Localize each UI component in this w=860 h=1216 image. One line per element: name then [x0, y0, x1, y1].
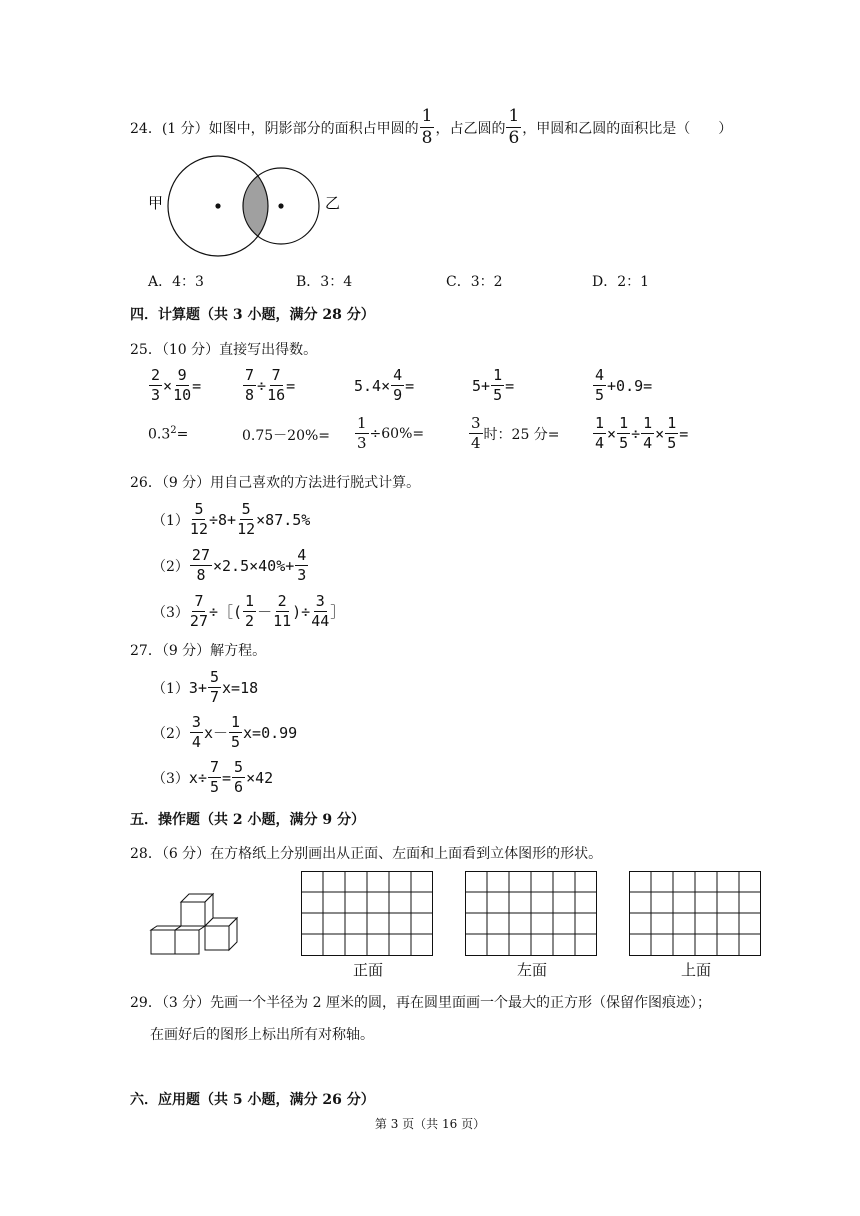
q24-option-d: D．2：1: [592, 274, 650, 290]
q27-part-1: （1） 3+ $\frac{5}{7}$ x=18: [152, 668, 259, 706]
grid-label-left: 左面: [517, 961, 548, 979]
q24-fraction-2: $\frac{1}{6}$: [508, 106, 520, 148]
section-4-heading: 四．计算题（共 3 小题，满分 28 分）: [130, 307, 375, 323]
q29-line-1: 29．（3 分）先画一个半径为 2 厘米的圆，再在圆里面画一个最大的正方形（保留作图痕迹）；: [130, 995, 711, 1011]
q29-line-2: 在画好后的图形上标出所有对称轴。: [150, 1027, 374, 1043]
q28-cube-figure: [145, 888, 245, 960]
grid-top[interactable]: [629, 871, 761, 957]
q25-r2-a: $0.3^2=$: [148, 425, 189, 443]
label-yi: 乙: [325, 194, 341, 212]
q24-suffix: ，甲圆和乙圆的面积比是（ ）: [522, 120, 733, 137]
q24-fraction-1: $\frac{1}{8}$: [421, 106, 433, 148]
q25-r2-b: 0.75－20%=: [242, 428, 331, 444]
q26-title: 26．（9 分）用自己喜欢的方法进行脱式计算。: [130, 475, 421, 491]
q24-mid: ，占乙圆的: [435, 120, 506, 137]
q25-r2-c: $\frac{1}{3}$ ÷60%=: [357, 414, 425, 452]
q24-option-b: B．3：4: [296, 274, 353, 290]
q26-part-3: （3） $\frac{7}{27}$ ÷［( $\frac{1}{2}$ － $\frac{2}{11}$ )÷ $\frac{3}{44}$ ］: [152, 592, 346, 630]
label-jia: 甲: [148, 194, 164, 212]
q24-option-a: A．4：3: [148, 274, 204, 290]
q25-r1-a: $\frac{2}{3}$ × $\frac{9}{10}$ =: [151, 366, 202, 404]
q24-question: [130, 108, 732, 147]
q27-title: 27．（9 分）解方程。: [130, 643, 267, 659]
grid-label-front: 正面: [353, 961, 384, 979]
grid-label-top: 上面: [681, 961, 712, 979]
section-6-heading: 六．应用题（共 5 小题，满分 26 分）: [130, 1092, 375, 1108]
section-5-heading: 五．操作题（共 2 小题，满分 9 分）: [130, 812, 365, 828]
grid-left[interactable]: [465, 871, 597, 957]
grid-front[interactable]: [301, 871, 433, 957]
q26-part-1: （1） $\frac{5}{12}$ ÷8+ $\frac{5}{12}$ ×87.5%: [152, 500, 311, 538]
center-jia-dot: [215, 203, 220, 208]
q25-r1-d: 5+ $\frac{1}{5}$ =: [472, 366, 515, 404]
page-footer: 第 3 页（共 16 页）: [374, 1117, 486, 1131]
q24-option-c: C．3：2: [446, 274, 503, 290]
q25-r2-d: $\frac{3}{4}$ 时：25 分=: [471, 414, 560, 452]
q25-r1-c: 5.4× $\frac{4}{9}$ =: [354, 366, 415, 404]
q28-title: 28．（6 分）在方格纸上分别画出从正面、左面和上面看到立体图形的形状。: [130, 846, 603, 862]
q24-prefix: 24．(1 分）如图中，阴影部分的面积占甲圆的: [130, 120, 419, 137]
q26-part-2: （2） $\frac{27}{8}$ ×2.5×40%+ $\frac{4}{3}$: [152, 546, 307, 584]
q24-circles-figure: [140, 150, 360, 260]
center-yi-dot: [278, 203, 283, 208]
q25-title: 25．（10 分）直接写出得数。: [130, 342, 318, 358]
q27-part-3: （3） x÷ $\frac{7}{5}$ = $\frac{5}{6}$ ×42: [152, 758, 274, 796]
q25-r1-b: $\frac{7}{8}$ ÷ $\frac{7}{16}$ =: [245, 366, 296, 404]
q27-part-2: （2） $\frac{3}{4}$ x－ $\frac{1}{5}$ x=0.99: [152, 713, 298, 751]
q25-r1-e: $\frac{4}{5}$ +0.9=: [595, 366, 653, 404]
q25-r2-e: $\frac{1}{4}$ × $\frac{1}{5}$ ÷ $\frac{1}{4}$ × $\frac{1}{5}$ =: [595, 414, 689, 452]
